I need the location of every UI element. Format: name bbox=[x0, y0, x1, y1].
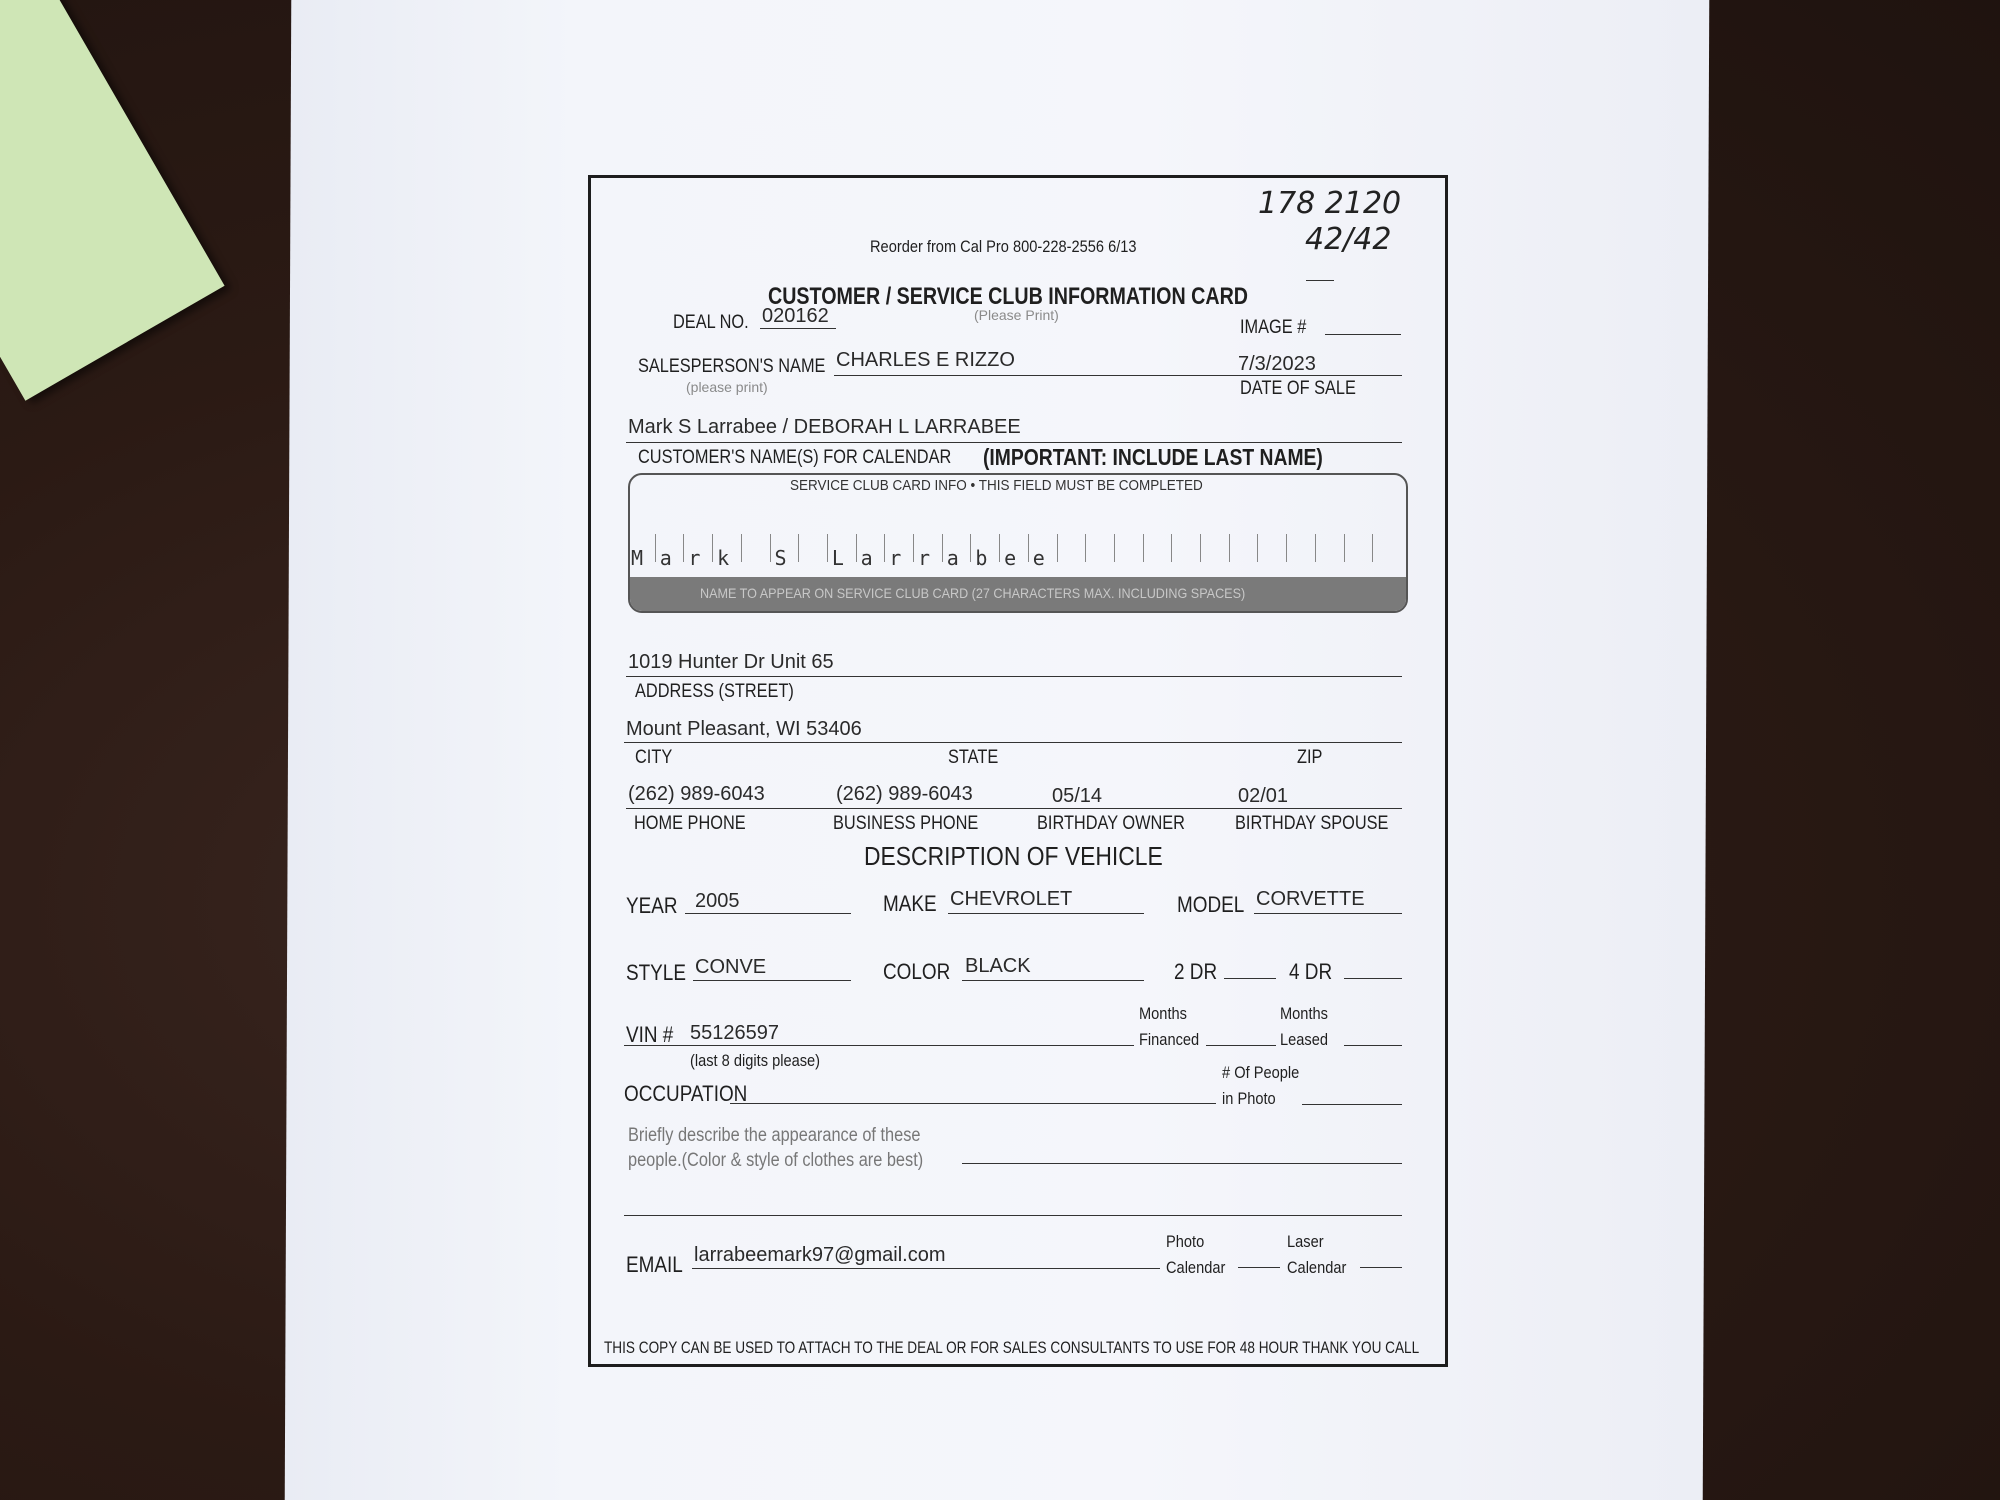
card-char-divider bbox=[1028, 534, 1029, 562]
city-state-zip-value: Mount Pleasant, WI 53406 bbox=[626, 718, 862, 740]
address-value: 1019 Hunter Dr Unit 65 bbox=[628, 651, 834, 673]
image-no-line bbox=[1325, 334, 1401, 335]
business-phone-value: (262) 989-6043 bbox=[836, 783, 973, 805]
birthday-owner-value: 05/14 bbox=[1052, 785, 1103, 807]
card-char: M bbox=[631, 546, 644, 570]
card-char: b bbox=[975, 546, 988, 570]
year-line bbox=[685, 913, 851, 914]
form-footer: THIS COPY CAN BE USED TO ATTACH TO THE DEAL OR FOR SALES CONSULTANTS TO USE FOR 48 HOUR THANK YOU CALL bbox=[604, 1338, 1420, 1357]
email-line bbox=[692, 1268, 1160, 1269]
salesperson-line bbox=[834, 375, 1402, 376]
laser-calendar-label-1: Laser bbox=[1287, 1232, 1324, 1251]
vin-line bbox=[624, 1045, 1134, 1046]
handwritten-dash bbox=[1306, 280, 1334, 281]
describe-line-b bbox=[624, 1215, 1402, 1216]
salesperson-value: CHARLES E RIZZO bbox=[836, 349, 1015, 371]
occupation-label: OCCUPATION bbox=[624, 1081, 748, 1106]
style-value: CONVE bbox=[695, 956, 767, 978]
card-char: r bbox=[918, 546, 931, 570]
address-line bbox=[626, 676, 1402, 677]
sale-date-label: DATE OF SALE bbox=[1240, 378, 1356, 399]
make-value: CHEVROLET bbox=[950, 888, 1073, 910]
card-char-divider bbox=[655, 534, 656, 562]
card-char-divider bbox=[1257, 534, 1258, 562]
card-char-divider bbox=[856, 534, 857, 562]
card-char-divider bbox=[712, 534, 713, 562]
city-line bbox=[624, 742, 1402, 743]
vin-value: 55126597 bbox=[690, 1022, 779, 1044]
card-char-divider bbox=[942, 534, 943, 562]
vehicle-heading: DESCRIPTION OF VEHICLE bbox=[864, 841, 1163, 871]
style-label: STYLE bbox=[626, 960, 686, 985]
people-in-photo-label-1: # Of People bbox=[1222, 1063, 1300, 1082]
card-char-divider bbox=[1286, 534, 1287, 562]
two-door-line bbox=[1224, 978, 1276, 979]
deal-no-label: DEAL NO. bbox=[673, 312, 749, 333]
card-char-divider bbox=[1143, 534, 1144, 562]
card-char-divider bbox=[1229, 534, 1230, 562]
form-border bbox=[588, 175, 1448, 1367]
salesperson-label: SALESPERSON'S NAME bbox=[638, 356, 826, 377]
model-value: CORVETTE bbox=[1256, 888, 1365, 910]
describe-line1: Briefly describe the appearance of these bbox=[628, 1125, 921, 1146]
card-char-divider bbox=[1315, 534, 1316, 562]
salesperson-sublabel: (please print) bbox=[686, 379, 768, 395]
four-door-label: 4 DR bbox=[1289, 959, 1333, 984]
people-in-photo-line bbox=[1302, 1104, 1402, 1105]
email-value: larrabeemark97@gmail.com bbox=[694, 1244, 946, 1266]
business-phone-label: BUSINESS PHONE bbox=[833, 813, 979, 834]
color-line bbox=[962, 980, 1144, 981]
laser-calendar-line bbox=[1360, 1267, 1402, 1268]
home-phone-label: HOME PHONE bbox=[634, 813, 746, 834]
laser-calendar-label-2: Calendar bbox=[1287, 1258, 1347, 1277]
card-char: L bbox=[831, 546, 844, 570]
photo-calendar-label-1: Photo bbox=[1166, 1232, 1205, 1251]
handwritten-note-line2: 42/42 bbox=[1305, 222, 1392, 257]
four-door-line bbox=[1344, 978, 1402, 979]
card-char: e bbox=[1004, 546, 1017, 570]
card-char-divider bbox=[741, 534, 742, 562]
card-char: a bbox=[659, 546, 672, 570]
address-label: ADDRESS (STREET) bbox=[635, 681, 794, 702]
model-label: MODEL bbox=[1177, 892, 1245, 917]
card-char: a bbox=[860, 546, 873, 570]
zip-label: ZIP bbox=[1297, 747, 1323, 768]
card-char-divider bbox=[913, 534, 914, 562]
card-char-divider bbox=[1344, 534, 1345, 562]
please-print-note: (Please Print) bbox=[974, 307, 1059, 323]
important-note: (IMPORTANT: INCLUDE LAST NAME) bbox=[983, 444, 1323, 470]
months-financed-line bbox=[1206, 1045, 1276, 1046]
state-label: STATE bbox=[948, 747, 999, 768]
card-char-divider bbox=[798, 534, 799, 562]
image-no-label: IMAGE # bbox=[1240, 317, 1307, 338]
customer-names-line bbox=[626, 442, 1402, 443]
service-club-card-header: SERVICE CLUB CARD INFO • THIS FIELD MUST BE COMPLETED bbox=[790, 477, 1203, 494]
months-leased-line bbox=[1344, 1045, 1402, 1046]
card-char-divider bbox=[1114, 534, 1115, 562]
card-char-divider bbox=[683, 534, 684, 562]
style-line bbox=[693, 980, 851, 981]
months-leased-label-1: Months bbox=[1280, 1004, 1328, 1023]
months-leased-label-2: Leased bbox=[1280, 1030, 1328, 1049]
vin-label: VIN # bbox=[626, 1022, 674, 1047]
card-char-divider bbox=[1372, 534, 1373, 562]
two-door-label: 2 DR bbox=[1174, 959, 1218, 984]
phones-line bbox=[626, 808, 1402, 809]
customer-names-value: Mark S Larrabee / DEBORAH L LARRABEE bbox=[628, 416, 1021, 438]
describe-line-a bbox=[962, 1163, 1402, 1164]
card-char-divider bbox=[999, 534, 1000, 562]
make-line bbox=[948, 913, 1144, 914]
card-char: k bbox=[717, 546, 730, 570]
card-char-divider bbox=[1057, 534, 1058, 562]
vin-note: (last 8 digits please) bbox=[690, 1051, 821, 1070]
card-char: r bbox=[889, 546, 902, 570]
card-char-divider bbox=[884, 534, 885, 562]
card-char: e bbox=[1032, 546, 1045, 570]
sale-date-value: 7/3/2023 bbox=[1238, 353, 1316, 375]
months-financed-label-1: Months bbox=[1139, 1004, 1187, 1023]
year-label: YEAR bbox=[626, 893, 678, 918]
email-label: EMAIL bbox=[626, 1252, 683, 1277]
home-phone-value: (262) 989-6043 bbox=[628, 783, 765, 805]
birthday-owner-label: BIRTHDAY OWNER bbox=[1037, 813, 1185, 834]
make-label: MAKE bbox=[883, 891, 937, 916]
photo-calendar-label-2: Calendar bbox=[1166, 1258, 1226, 1277]
card-char: r bbox=[688, 546, 701, 570]
photo-calendar-line bbox=[1238, 1267, 1280, 1268]
card-char-divider bbox=[770, 534, 771, 562]
customer-names-label: CUSTOMER'S NAME(S) FOR CALENDAR bbox=[638, 447, 952, 468]
card-char-divider bbox=[1171, 534, 1172, 562]
birthday-spouse-label: BIRTHDAY SPOUSE bbox=[1235, 813, 1389, 834]
deal-no-value: 020162 bbox=[762, 305, 829, 327]
card-char-divider bbox=[1200, 534, 1201, 562]
card-char-divider bbox=[827, 534, 828, 562]
birthday-spouse-value: 02/01 bbox=[1238, 785, 1289, 807]
city-label: CITY bbox=[635, 747, 673, 768]
describe-line2: people.(Color & style of clothes are best) bbox=[628, 1150, 924, 1171]
year-value: 2005 bbox=[695, 890, 740, 912]
people-in-photo-label-2: in Photo bbox=[1222, 1089, 1276, 1108]
reorder-text: Reorder from Cal Pro 800-228-2556 6/13 bbox=[870, 237, 1137, 256]
color-value: BLACK bbox=[965, 955, 1031, 977]
months-financed-label-2: Financed bbox=[1139, 1030, 1200, 1049]
card-char-divider bbox=[970, 534, 971, 562]
card-char: S bbox=[774, 546, 787, 570]
occupation-line bbox=[730, 1103, 1216, 1104]
deal-no-line bbox=[760, 328, 836, 329]
handwritten-note-line1: 178 2120 bbox=[1258, 186, 1402, 221]
model-line bbox=[1254, 913, 1402, 914]
service-club-card-footer: NAME TO APPEAR ON SERVICE CLUB CARD (27 CHARACTERS MAX. INCLUDING SPACES) bbox=[700, 585, 1246, 601]
card-char: a bbox=[946, 546, 959, 570]
color-label: COLOR bbox=[883, 959, 951, 984]
card-char-divider bbox=[1085, 534, 1086, 562]
form-title: CUSTOMER / SERVICE CLUB INFORMATION CARD bbox=[768, 283, 1248, 310]
